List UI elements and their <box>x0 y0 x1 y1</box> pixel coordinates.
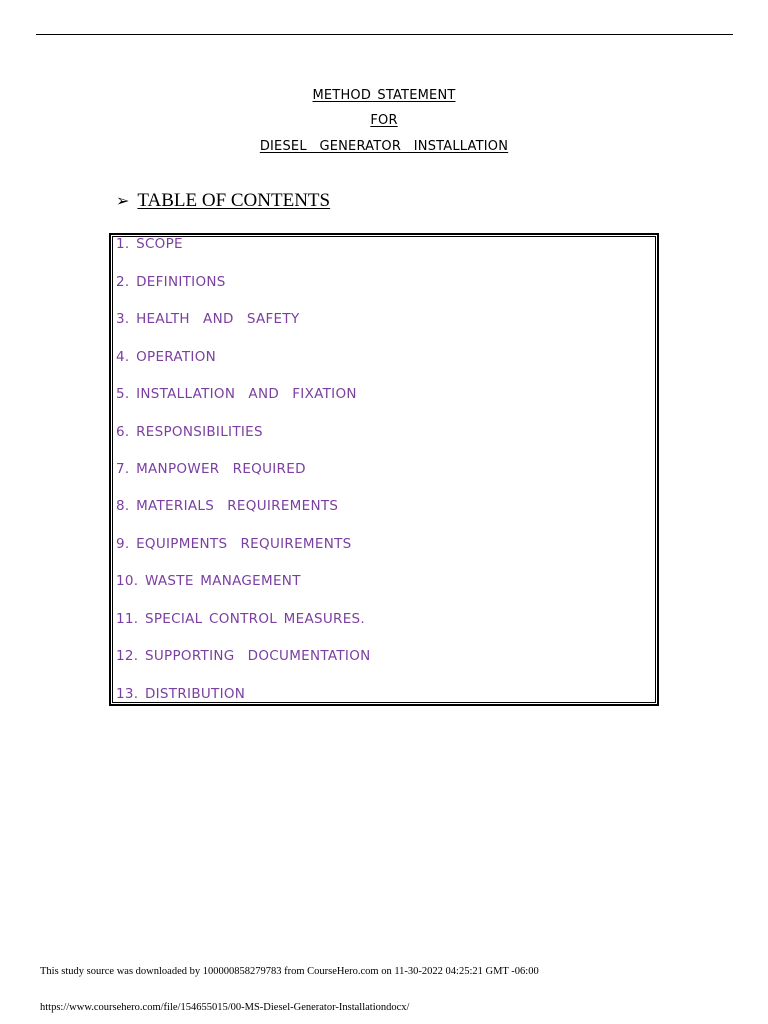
title-diesel-generator-installation: DIESEL GENERATOR INSTALLATION <box>259 139 509 154</box>
arrow-bullet-icon: ➢ <box>116 191 130 210</box>
title-line-3 <box>0 139 768 154</box>
top-divider <box>36 34 733 35</box>
footer-url: https://www.coursehero.com/file/154655015/00-MS-Diesel-Generator-Installationdocx/ <box>40 1002 410 1013</box>
toc-item-waste-management: 10. WASTE MANAGEMENT <box>116 573 301 589</box>
toc-item-scope: 1. SCOPE <box>116 236 183 252</box>
toc-item-definitions: 2. DEFINITIONS <box>116 274 226 290</box>
toc-item-special-control-measures: 11. SPECIAL CONTROL MEASURES. <box>116 611 366 627</box>
title-for: FOR <box>370 113 398 128</box>
toc-heading <box>116 190 330 212</box>
toc-item-equipments-requirements: 9. EQUIPMENTS REQUIREMENTS <box>116 536 352 552</box>
toc-item-distribution: 13. DISTRIBUTION <box>116 686 246 702</box>
toc-item-responsibilities: 6. RESPONSIBILITIES <box>116 424 263 440</box>
title-method-statement: METHOD STATEMENT <box>312 88 456 103</box>
toc-heading-label: TABLE OF CONTENTS <box>137 190 331 211</box>
toc-item-supporting-documentation: 12. SUPPORTING DOCUMENTATION <box>116 648 371 664</box>
title-line-1 <box>0 88 768 103</box>
footer-download-source: This study source was downloaded by 100000858279783 from CourseHero.com on 11-30-2022 04:25:21 GMT -06:00 <box>40 966 539 977</box>
title-line-2 <box>0 113 768 128</box>
toc-item-manpower-required: 7. MANPOWER REQUIRED <box>116 461 306 477</box>
toc-item-health-and-safety: 3. HEALTH AND SAFETY <box>116 311 300 327</box>
toc-item-materials-requirements: 8. MATERIALS REQUIREMENTS <box>116 498 339 514</box>
toc-item-operation: 4. OPERATION <box>116 349 217 365</box>
toc-item-installation-and-fixation: 5. INSTALLATION AND FIXATION <box>116 386 357 402</box>
